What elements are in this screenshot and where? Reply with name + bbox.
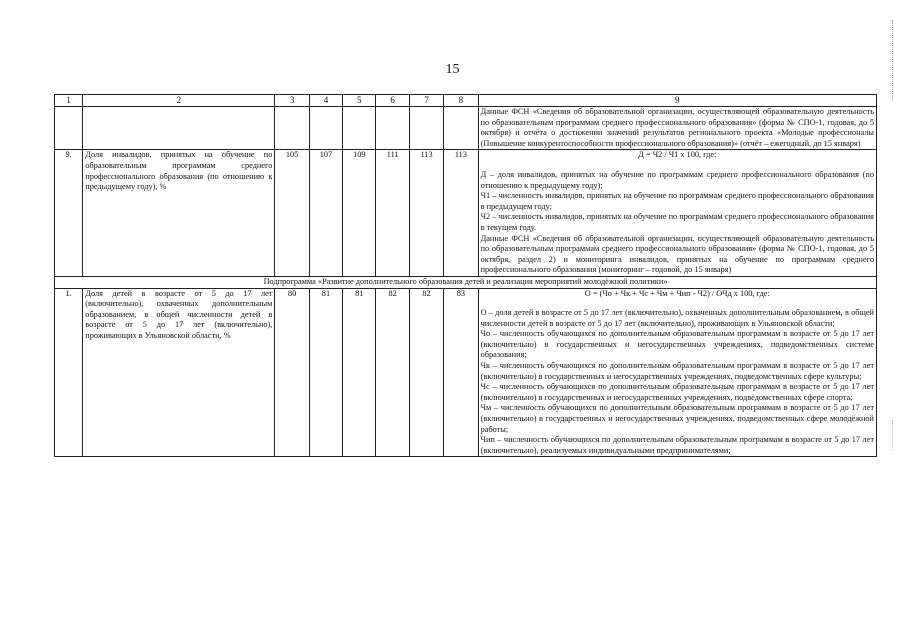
indicator-value: 113 [444, 150, 478, 277]
formula-term: Д – доля инвалидов, принятых на обучение по программам среднего профессионального образования (по отношению к предыдущему году); [480, 169, 874, 190]
formula-term: Ч2 – численность инвалидов, принятых на обучение по программам среднего профессионального образования в текущем году. [480, 212, 874, 232]
scan-edge-marks-lower [890, 420, 893, 450]
column-header: 1 [55, 95, 83, 107]
column-header: 7 [409, 95, 443, 107]
column-header: 8 [444, 95, 478, 107]
column-header: 2 [83, 95, 275, 107]
column-header: 5 [343, 95, 376, 107]
calculation-method-cell [478, 288, 876, 457]
page-number: 15 [445, 62, 460, 77]
column-header: 9 [478, 95, 876, 107]
calculation-method-cell [478, 107, 876, 150]
table-row-indicator-1 [55, 288, 877, 457]
subprogram-title: Подпрограмма «Развитие дополнительного образования детей и реализация мероприятий молодёжной политики» [55, 276, 877, 288]
table-row-indicator-9 [55, 150, 877, 277]
indicator-value: 105 [275, 150, 309, 277]
subprogram-row [55, 276, 877, 288]
formula: О = (Чо + Чк + Чс + Чм + Чип - Ч2) / ОЧд х 100, где: [584, 288, 770, 298]
column-number-row [55, 95, 877, 107]
row-number: 9. [55, 150, 83, 277]
data-source-text: Данные ФСН «Сведения об образовательной организации, осуществляющей образовательную деятельность по образовательным программам среднего профессионального образования» (форма № СПО-1, годовая, до 5 октября, раздел 2) и мониторинга инвалидов, принятых на обучение по программам среднего профессионального образования (мониторинг – годовой, до 15 января) [480, 233, 874, 275]
indicator-value: 83 [444, 288, 478, 457]
indicators-table [54, 94, 877, 457]
indicator-value: 81 [343, 288, 376, 457]
indicator-value: 111 [376, 150, 409, 277]
column-header: 6 [376, 95, 409, 107]
data-source-text: Данные ФСН «Сведения об образовательной организации, осуществляющей образовательную деятельность по образовательным программам среднего профессионального образования» (форма № СПО-1, годовая, до 5 октября) и отчёта о достижении значений результатов регионального проекта «Молодые профессионалы (Повышение конкурентоспособности профессионального образования)» (отчёт – ежегодный, до 15 января) [480, 107, 874, 148]
formula-term: О – доля детей в возрасте от 5 до 17 лет (включительно), охваченных дополнительным образованием, в общей численности детей в возрасте от 5 до 17 лет (включительно), проживающих в Ульяновской области; [480, 308, 874, 328]
formula-term: Чип – численность обучающихся по дополнительным образовательным программам в возрасте от 5 до 17 лет (включительно), реализуемых индивидуальными предпринимателями; [480, 435, 874, 455]
scan-edge-marks [890, 20, 893, 100]
table-row-continuation [55, 107, 877, 150]
calculation-method-cell [478, 150, 876, 277]
formula-term: Чо – численность обучающихся по дополнительным образовательным программам в возрасте от 5 до 17 лет (включительно) в государственных и негосударственных учреждениях, подведомственных системе образования; [480, 329, 874, 360]
formula-term: Чк – численность обучающихся по дополнительным образовательным программам в возрасте от 5 до 17 лет (включительно) в государственных и негосударственных учреждениях, подведомственных сфере культуры; [480, 361, 874, 381]
indicator-name: Доля инвалидов, принятых на обучение по образовательным программам среднего профессионального образования (по отношению к предыдущему году), % [83, 150, 275, 277]
column-header: 4 [309, 95, 342, 107]
formula-term: Чс – численность обучающихся по дополнительным образовательным программам в возрасте от 5 до 17 лет (включительно) в государственных и негосударственных учреждениях, подведомственных сфере спорта; [480, 382, 874, 402]
indicator-name: Доля детей в возрасте от 5 до 17 лет (включительно), охваченных дополнительным образованием, в общей численности детей в возрасте от 5 до 17 лет (включительно), проживающих в Ульяновской области, % [83, 288, 275, 457]
formula-term: Чм – численность обучающихся по дополнительным образовательным программам в возрасте от 5 до 17 лет (включительно) в государственных и негосударственных учреждениях, подведомственных сфере молодёжной работы; [480, 403, 874, 434]
indicator-value: 82 [409, 288, 443, 457]
indicator-value: 80 [275, 288, 309, 457]
formula: Д = Ч2 / Ч1 х 100, где: [638, 150, 717, 160]
indicator-value: 82 [376, 288, 409, 457]
formula-term: Ч1 – численность инвалидов, принятых на обучение по программам среднего профессионального образования в предыдущем году; [480, 191, 874, 211]
indicator-value: 113 [409, 150, 443, 277]
indicator-value: 81 [309, 288, 342, 457]
indicator-value: 109 [343, 150, 376, 277]
indicator-value: 107 [309, 150, 342, 277]
row-number: 1. [55, 288, 83, 457]
column-header: 3 [275, 95, 309, 107]
